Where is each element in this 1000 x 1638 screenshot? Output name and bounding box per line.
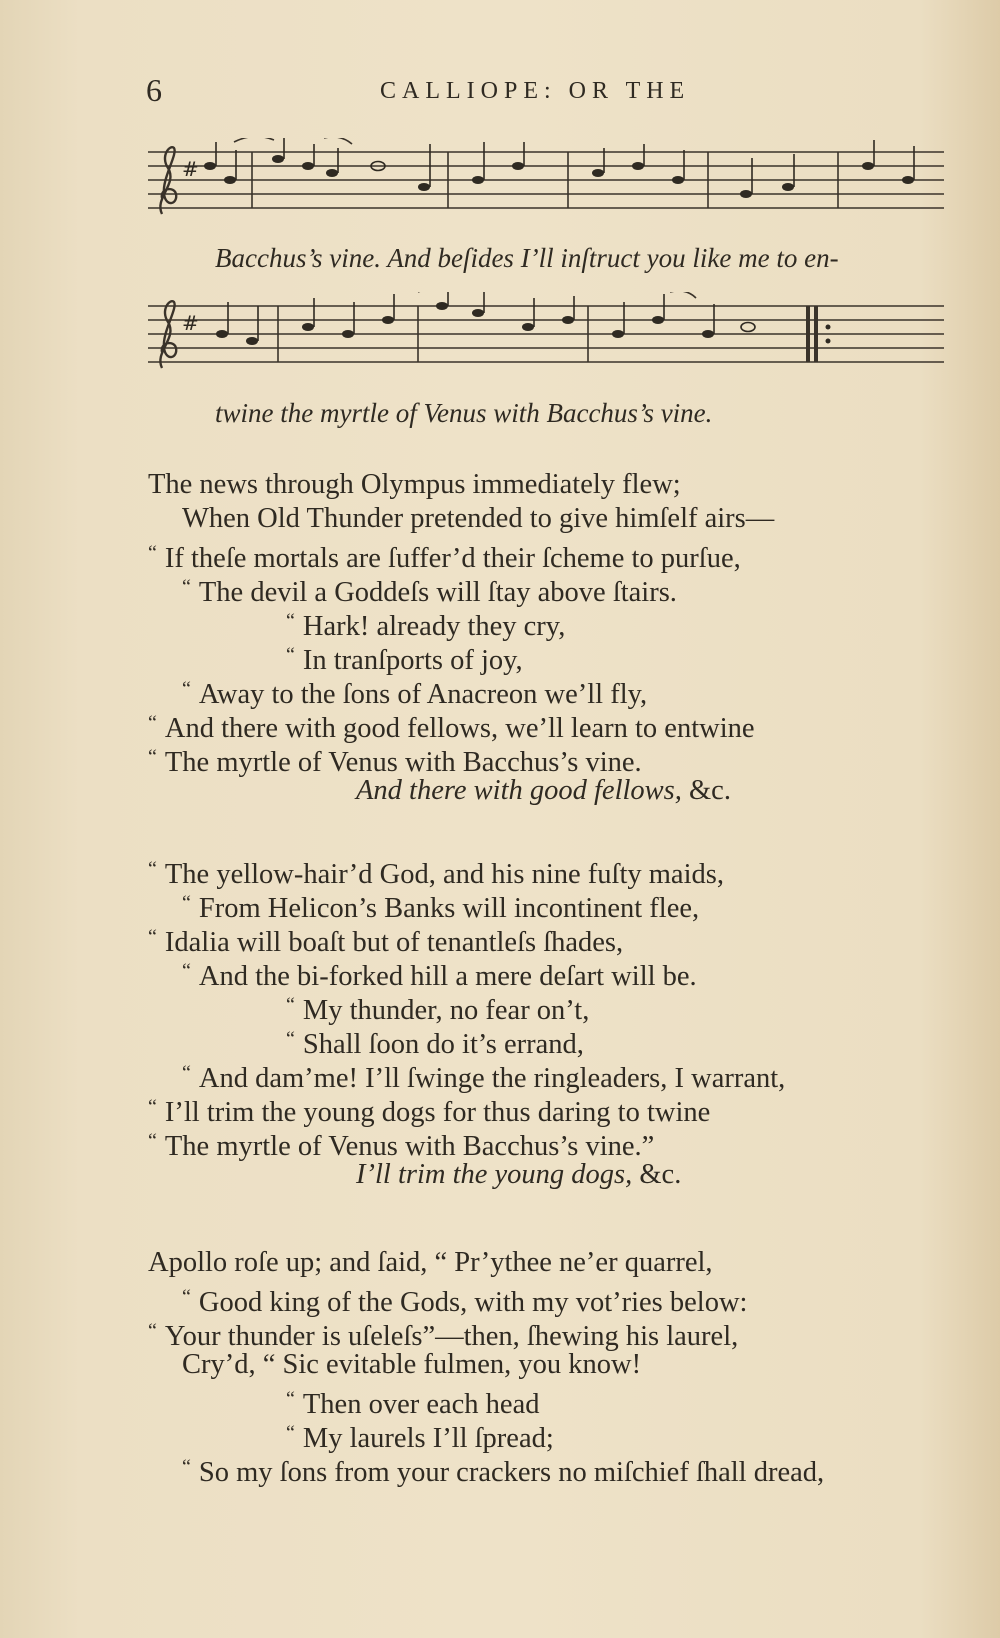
verse-line: “ I’ll trim the young dogs for thus daring to twine [148,1096,711,1128]
running-head: CALLIOPE: OR THE [380,78,691,104]
verse-line: “ If theſe mortals are ſuffer’d their ſcheme to purſue, [148,542,741,574]
chorus-line: I’ll trim the young dogs, &c. [356,1159,682,1190]
verse-line: “ And the bi-forked hill a mere deſart will be. [182,960,697,992]
verse-line: “ The myrtle of Venus with Bacchus’s vine. [148,746,642,778]
verse-line: “ Hark! already they cry, [286,610,566,642]
chorus-line: And there with good fellows, &c. [356,775,731,806]
verse-line: Cry’d, “ Sic evitable fulmen, you know! [182,1349,642,1380]
verse-line: “ The myrtle of Venus with Bacchus’s vine.” [148,1130,655,1162]
verse-line: “ Then over each head [286,1388,540,1420]
verse-line: Apollo roſe up; and ſaid, “ Pr’ythee ne’er quarrel, [148,1247,713,1278]
verse-line: “ The yellow-hair’d God, and his nine fuſty maids, [148,858,724,890]
music-staff-2 [148,292,944,376]
verse-line: “ In tranſports of joy, [286,644,523,676]
music-lyric-2: twine the myrtle of Venus with Bacchus’s vine. [215,398,713,428]
verse-line: “ My laurels I’ll ſpread; [286,1422,554,1454]
verse-line: “ My thunder, no fear on’t, [286,994,590,1026]
verse-line: When Old Thunder pretended to give himſelf airs— [182,503,775,534]
verse-line: “ From Helicon’s Banks will incontinent flee, [182,892,700,924]
verse-line: “ And there with good fellows, we’ll learn to entwine [148,712,755,744]
svg-text:#: # [182,157,199,181]
verse-line: “ Idalia will boaſt but of tenantleſs ſhades, [148,926,624,958]
verse-line: “ Shall ſoon do it’s errand, [286,1028,584,1060]
music-lyric-1: Bacchus’s vine. And beſides I’ll inſtruct you like me to en- [215,243,839,273]
verse-line: “ Your thunder is uſeleſs”—then, ſhewing his laurel, [148,1320,739,1352]
page-header [0,72,1000,112]
verse-line: “ The devil a Goddeſs will ſtay above ſtairs. [182,576,677,608]
page-number: 6 [146,72,162,108]
verse-line: “ Good king of the Gods, with my vot’ries below: [182,1286,748,1318]
svg-text:#: # [182,311,199,335]
verse-line: The news through Olympus immediately flew; [148,469,681,500]
verse-line: “ So my ſons from your crackers no miſchief ſhall dread, [182,1456,825,1488]
verse-line: “ And dam’me! I’ll ſwinge the ringleaders, I warrant, [182,1062,786,1094]
verse-line: “ Away to the ſons of Anacreon we’ll fly, [182,678,648,710]
music-staff-1 [148,138,944,222]
